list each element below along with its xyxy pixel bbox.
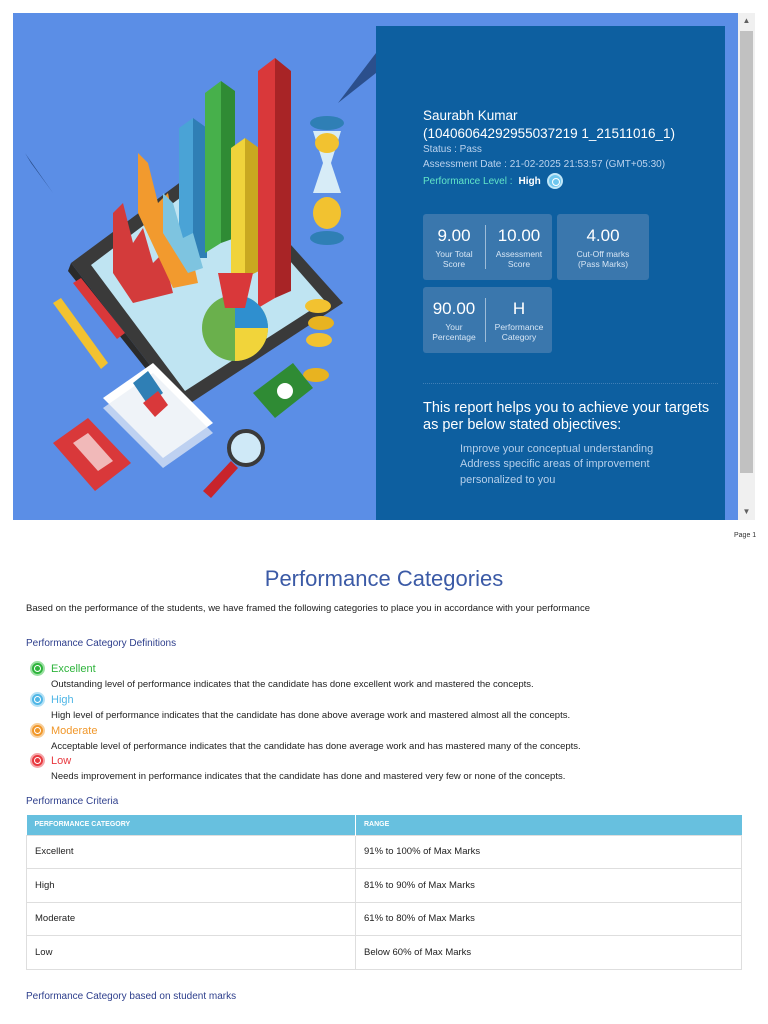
performance-category-value: H bbox=[512, 299, 526, 318]
section-title: Performance Categories bbox=[264, 566, 504, 591]
criteria-heading: Performance Criteria bbox=[26, 796, 119, 807]
table-cell: Moderate bbox=[27, 902, 356, 936]
category-name: Low bbox=[51, 754, 72, 767]
status-text: Status : Pass bbox=[423, 144, 482, 155]
high-level-icon bbox=[547, 173, 563, 189]
low-icon bbox=[30, 753, 45, 768]
score-box-cutoff bbox=[557, 214, 649, 280]
performance-level bbox=[423, 173, 563, 189]
column-header: PERFORMANCE CATEGORY bbox=[27, 815, 356, 835]
analytics-illustration bbox=[13, 13, 376, 520]
table-cell: Below 60% of Max Marks bbox=[356, 936, 742, 970]
table-cell: Excellent bbox=[27, 835, 356, 869]
table-row bbox=[27, 869, 742, 903]
report-cover-banner bbox=[13, 13, 738, 520]
assessment-score-value: 10.00 bbox=[497, 226, 541, 245]
category-high bbox=[30, 692, 750, 721]
performance-level-value: High bbox=[518, 175, 541, 187]
performance-level-label: Performance Level : bbox=[423, 175, 513, 187]
cutoff-marks-label: Cut-Off marks (Pass Marks) bbox=[576, 249, 630, 269]
total-score-label: Your Total Score bbox=[435, 249, 473, 269]
table-row bbox=[27, 902, 742, 936]
table-cell: Low bbox=[27, 936, 356, 970]
candidate-id: (10406064292955037219 1_21511016_1) bbox=[423, 126, 675, 141]
table-cell: 61% to 80% of Max Marks bbox=[356, 902, 742, 936]
objective-item: personalized to you bbox=[460, 474, 556, 486]
category-description: Acceptable level of performance indicates that the candidate has done average work and has mastered many of the concepts. bbox=[51, 741, 581, 752]
category-name: Excellent bbox=[51, 662, 96, 675]
objective-item: Address specific areas of improvement bbox=[460, 458, 650, 470]
vertical-scrollbar[interactable] bbox=[738, 13, 755, 520]
objective-item: Improve your conceptual understanding bbox=[460, 443, 654, 455]
category-description: Outstanding level of performance indicates that the candidate has done excellent work and mastered the concepts. bbox=[51, 679, 534, 690]
total-score-value: 9.00 bbox=[437, 226, 471, 245]
table-row bbox=[27, 936, 742, 970]
category-name: High bbox=[51, 693, 74, 706]
section-intro: Based on the performance of the students, we have framed the following categories to place you in accordance with your performance bbox=[26, 603, 590, 614]
page-number: Page 1 bbox=[734, 532, 757, 539]
score-box-percentage-category bbox=[423, 287, 552, 353]
table-cell: 91% to 100% of Max Marks bbox=[356, 835, 742, 869]
table-cell: 81% to 90% of Max Marks bbox=[356, 869, 742, 903]
high-icon bbox=[30, 692, 45, 707]
scroll-down-arrow-icon[interactable]: ▼ bbox=[742, 507, 751, 516]
scrollbar-thumb[interactable] bbox=[740, 31, 753, 473]
table-row bbox=[27, 835, 742, 869]
performance-criteria-table bbox=[26, 815, 742, 970]
assessment-date: Assessment Date : 21-02-2025 21:53:57 (GMT+05:30) bbox=[423, 159, 666, 170]
category-description: High level of performance indicates that the candidate has done above average work and mastered almost all the concepts. bbox=[51, 710, 571, 721]
category-description: Needs improvement in performance indicates that the candidate has done and mastered very few or none of the concepts. bbox=[51, 771, 566, 782]
assessment-score-label: Assessment Score bbox=[495, 249, 543, 269]
table-cell: High bbox=[27, 869, 356, 903]
percentage-value: 90.00 bbox=[432, 299, 476, 318]
moderate-icon bbox=[30, 723, 45, 738]
definitions-heading: Performance Category Definitions bbox=[26, 638, 177, 649]
cutoff-marks-value: 4.00 bbox=[586, 226, 620, 245]
panel-divider bbox=[423, 383, 718, 384]
report-purpose-text: This report helps you to achieve your targets as per below stated objectives: bbox=[423, 400, 710, 433]
score-box-total-assessment bbox=[423, 214, 552, 280]
performance-category-label: Performance Category bbox=[494, 322, 544, 342]
excellent-icon bbox=[30, 661, 45, 676]
table-header-row bbox=[27, 815, 742, 835]
category-low bbox=[30, 753, 750, 782]
candidate-name: Saurabh Kumar bbox=[423, 108, 518, 123]
category-name: Moderate bbox=[51, 724, 98, 737]
category-excellent bbox=[30, 661, 750, 690]
candidate-name-block bbox=[423, 107, 675, 143]
category-moderate bbox=[30, 723, 750, 752]
percentage-label: Your Percentage bbox=[432, 322, 476, 342]
scroll-up-arrow-icon[interactable]: ▲ bbox=[742, 16, 751, 25]
column-header: RANGE bbox=[356, 815, 742, 835]
score-summary-panel bbox=[376, 26, 725, 520]
based-on-marks-heading: Performance Category based on student marks bbox=[26, 991, 237, 1002]
